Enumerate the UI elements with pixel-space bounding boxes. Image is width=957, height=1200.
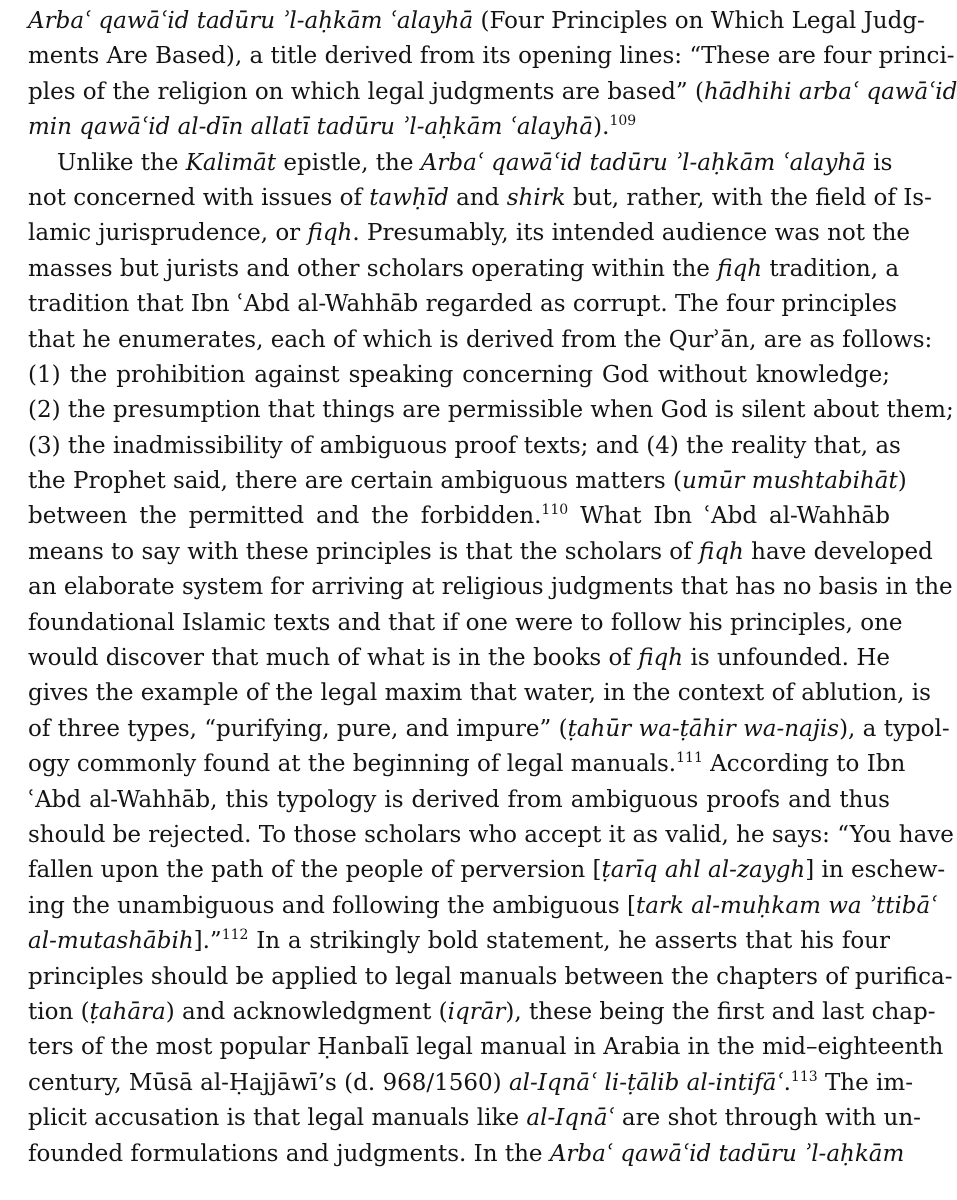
text-run: of three types, “purifying, pure, and impure” (	[28, 715, 568, 742]
italic-term: fiqh	[717, 255, 763, 282]
italic-term: shirk	[506, 184, 566, 211]
text-run: epistle, the	[276, 149, 421, 176]
text-line	[28, 287, 898, 322]
text-run: foundational Islamic texts and that if one were to follow his principles, one	[28, 609, 903, 636]
italic-term: iqrār	[447, 998, 506, 1025]
text-run: (1) the prohibition against speaking concerning God without knowledge;	[28, 361, 890, 388]
text-line	[28, 429, 901, 464]
text-run: ).	[593, 114, 610, 141]
italic-term: al-Iqnāʿ li-ṭālib al-intifāʿ	[508, 1069, 784, 1096]
italic-term: Arbaʿ qawāʿid tadūru ʾl-aḥkām ʿalayhā	[420, 149, 866, 176]
text-run: ing the unambiguous and following the ambiguous [	[28, 892, 636, 919]
text-run: )	[897, 468, 907, 495]
text-line	[28, 464, 907, 499]
text-run: is unfounded. He	[683, 645, 890, 672]
text-run: that he enumerates, each of which is derived from the Qurʾān, are as follows:	[28, 326, 933, 353]
text-line	[28, 39, 955, 74]
text-line	[28, 1137, 905, 1172]
text-line	[28, 1030, 944, 1065]
text-run: Unlike the	[57, 149, 186, 176]
text-run: tradition that Ibn ʿAbd al-Wahhāb regarded as corrupt. The four principles	[28, 291, 898, 318]
text-run: the Prophet said, there are certain ambiguous matters (	[28, 468, 682, 495]
book-page	[28, 4, 957, 1172]
footnote-ref: 113	[790, 1068, 818, 1085]
text-line	[28, 146, 893, 181]
text-line	[28, 216, 911, 251]
text-line	[28, 499, 890, 534]
italic-term: Arbaʿ qawāʿid tadūru ʾl-aḥkām	[549, 1140, 905, 1167]
text-line	[28, 1101, 921, 1136]
text-line	[28, 747, 906, 782]
text-run: (3) the inadmissibility of ambiguous proof texts; and (4) the reality that, as	[28, 432, 901, 459]
text-run: ʿAbd al-Wahhāb, this typology is derived from ambiguous proofs and thus	[28, 786, 890, 813]
text-line	[28, 606, 903, 641]
text-line	[28, 853, 946, 888]
italic-term: tawḥīd	[369, 184, 449, 211]
text-line	[28, 252, 900, 287]
text-run: tradition, a	[762, 255, 900, 282]
italic-term: ṭahūr wa-ṭāhir wa-najis	[567, 715, 840, 742]
text-run: are shot through with un-	[614, 1105, 921, 1132]
text-line	[28, 75, 957, 110]
italic-term: ṭarīq ahl al-zaygh	[601, 857, 806, 884]
italic-term: tark al-muḥkam wa ʾttibāʿ	[635, 892, 938, 919]
text-run: ), a typol-	[839, 715, 950, 742]
footnote-ref: 110	[541, 502, 569, 519]
footnote-ref: 109	[609, 113, 637, 130]
italic-term: hādhihi arbaʿ qawāʿid	[703, 78, 957, 105]
text-run: ), these being the first and last chap-	[505, 998, 936, 1025]
text-line	[28, 1066, 913, 1101]
text-run: ].”	[193, 928, 222, 955]
text-line	[28, 535, 933, 570]
text-run: means to say with these principles is that the scholars of	[28, 538, 699, 565]
text-run: ogy commonly found at the beginning of legal manuals.	[28, 751, 677, 778]
text-run: is	[865, 149, 893, 176]
text-line	[28, 960, 953, 995]
text-line	[28, 181, 932, 216]
text-run: fallen upon the path of the people of perversion [	[28, 857, 602, 884]
text-run: According to Ibn	[702, 751, 906, 778]
text-run: have developed	[743, 538, 933, 565]
text-run: century, Mūsā al-Ḥajjāwī’s (d. 968/1560)	[28, 1069, 509, 1096]
text-run: What Ibn ʿAbd al-Wahhāb	[568, 503, 890, 530]
text-run: tion (	[28, 998, 90, 1025]
text-run: ) and acknowledgment (	[165, 998, 448, 1025]
text-line	[28, 995, 936, 1030]
italic-term: al-Iqnāʿ	[526, 1105, 615, 1132]
text-run: should be rejected. To those scholars who accept it as valid, he says: “You have	[28, 821, 954, 848]
italic-term: umūr mushtabihāt	[681, 468, 898, 495]
italic-term: al-mutashābih	[28, 928, 194, 955]
footnote-ref: 112	[221, 927, 249, 944]
text-run: an elaborate system for arriving at religious judgments that has no basis in the	[28, 574, 953, 601]
text-run: .	[783, 1069, 791, 1096]
text-run: (Four Principles on Which Legal Judg-	[473, 8, 925, 34]
text-run: not concerned with issues of	[28, 184, 370, 211]
text-run: The im-	[817, 1069, 913, 1096]
italic-term: Kalimāt	[185, 149, 277, 176]
text-run: gives the example of the legal maxim that water, in the context of ablution, is	[28, 680, 931, 707]
text-run: ters of the most popular Ḥanbalī legal manual in Arabia in the mid–eighteenth	[28, 1034, 944, 1061]
text-run: but, rather, with the field of Is-	[565, 184, 932, 211]
italic-term: fiqh	[698, 538, 744, 565]
text-line	[28, 570, 953, 605]
text-line	[28, 323, 933, 358]
text-line	[28, 783, 890, 818]
text-line	[28, 889, 938, 924]
text-run: ples of the religion on which legal judgments are based” (	[28, 78, 704, 105]
text-run: lamic jurisprudence, or	[28, 220, 308, 247]
italic-term: ṭahāra	[89, 998, 166, 1025]
text-run: (2) the presumption that things are permissible when God is silent about them;	[28, 397, 954, 424]
text-line	[28, 4, 925, 39]
text-run: between the permitted and the forbidden.	[28, 503, 542, 530]
text-line	[28, 712, 950, 747]
text-line	[28, 924, 890, 959]
italic-term: fiqh	[307, 220, 353, 247]
text-run: founded formulations and judgments. In the	[28, 1140, 550, 1167]
text-line	[28, 110, 890, 145]
footnote-ref: 111	[676, 750, 703, 767]
text-line	[28, 358, 890, 393]
text-run: In a strikingly bold statement, he asserts that his four	[248, 928, 890, 955]
text-line	[28, 676, 931, 711]
text-line	[28, 818, 954, 853]
text-run: would discover that much of what is in the books of	[28, 645, 639, 672]
text-run: ] in eschew-	[805, 857, 946, 884]
italic-term: min qawāʿid al-dīn allatī tadūru ʾl-aḥkām ʿalayhā	[28, 114, 594, 141]
text-run: principles should be applied to legal manuals between the chapters of purifica-	[28, 963, 953, 990]
text-run: . Presumably, its intended audience was not the	[352, 220, 911, 247]
text-run: masses but jurists and other scholars operating within the	[28, 255, 718, 282]
text-line	[28, 641, 890, 676]
italic-term: fiqh	[638, 645, 684, 672]
text-line	[28, 393, 954, 428]
italic-term: Arbaʿ qawāʿid tadūru ʾl-aḥkām ʿalayhā	[28, 8, 474, 34]
text-run: ments Are Based), a title derived from its opening lines: “These are four princi-	[28, 43, 955, 70]
text-run: plicit accusation is that legal manuals like	[28, 1105, 527, 1132]
text-run: and	[448, 184, 507, 211]
